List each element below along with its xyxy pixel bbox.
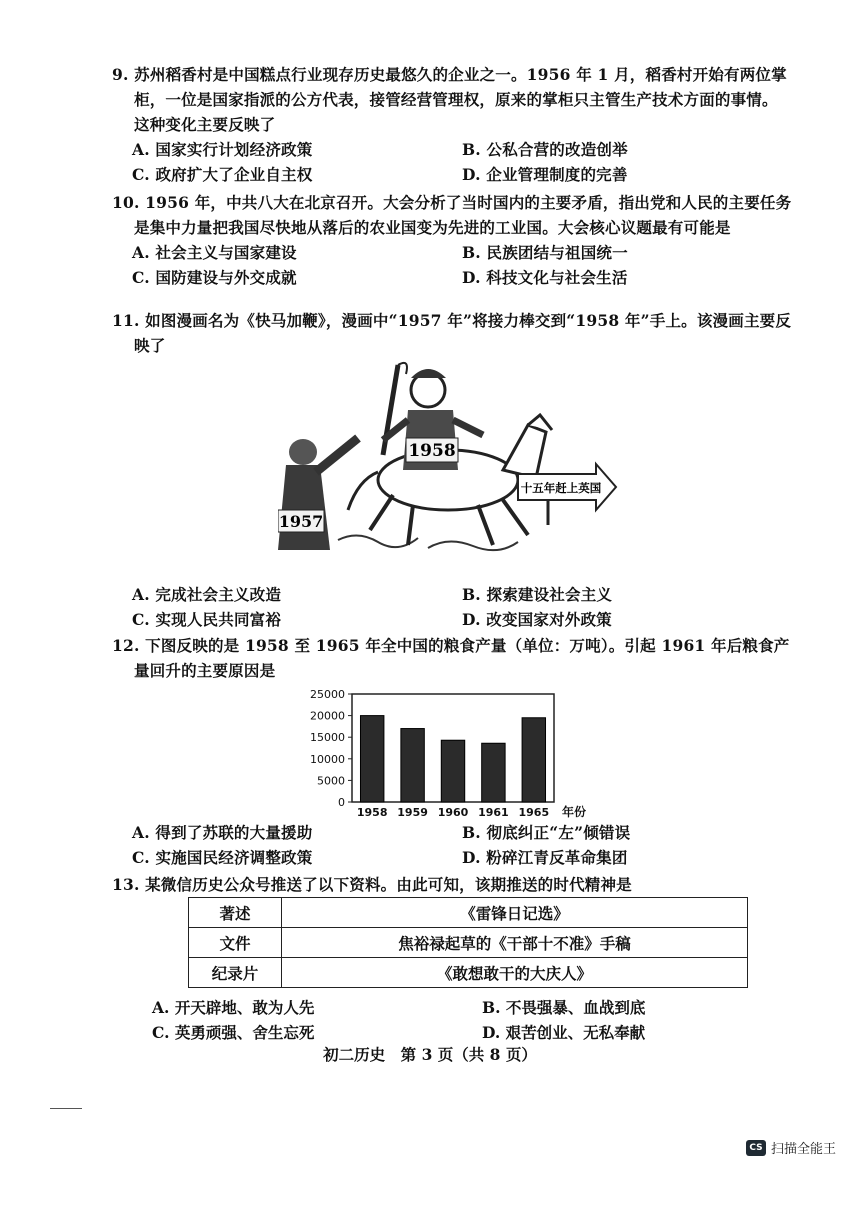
y-tick-label: 25000 — [310, 688, 345, 701]
question-10-stem: 10. 1956 年，中共八大在北京召开。大会分析了当时国内的主要矛盾，指出党和人民的主要任务是集中力量把我国尽快地从落后的农业国变为先进的工业国。大会核心议题最有可能是 — [112, 193, 792, 237]
material-content: 《敢想敢干的大庆人》 — [282, 958, 748, 988]
road-sign — [518, 464, 616, 525]
table-row — [189, 898, 748, 928]
option-a: A. 完成社会主义改造 — [132, 585, 282, 604]
cartoon-drawing — [278, 360, 618, 582]
option-b: B. 公私合营的改造创举 — [462, 140, 628, 159]
option-b: B. 探索建设社会主义 — [462, 585, 613, 604]
page-footer: 初二历史 第 3 页（共 8 页） — [323, 1045, 537, 1064]
question-9-options — [112, 137, 792, 187]
option-a: A. 开天辟地、敢为人先 — [152, 998, 315, 1017]
option-c: C. 实施国民经济调整政策 — [132, 848, 313, 867]
option-b: B. 民族团结与祖国统一 — [462, 243, 628, 262]
label-1958: 1958 — [408, 441, 456, 461]
option-a: A. 国家实行计划经济政策 — [132, 140, 313, 159]
option-c: C. 国防建设与外交成就 — [132, 268, 297, 287]
bar-1965 — [522, 718, 545, 802]
bar-1958 — [360, 716, 383, 802]
question-12-options — [112, 820, 792, 870]
bar-1959 — [401, 729, 424, 802]
option-c: C. 英勇顽强、舍生忘死 — [152, 1023, 315, 1042]
option-a: A. 得到了苏联的大量援助 — [132, 823, 313, 842]
y-tick-label: 0 — [338, 796, 345, 809]
grain-output-chart — [300, 684, 630, 820]
option-d: D. 粉碎江青反革命集团 — [462, 848, 628, 867]
grain-output-bar-chart — [300, 684, 630, 820]
option-d: D. 企业管理制度的完善 — [462, 165, 628, 184]
label-1957: 1957 — [278, 512, 324, 531]
option-b: B. 彻底纠正“左”倾错误 — [462, 823, 631, 842]
material-type: 文件 — [189, 928, 282, 958]
question-11-options — [112, 582, 792, 632]
option-d: D. 科技文化与社会生活 — [462, 268, 628, 287]
question-9 — [112, 62, 792, 187]
y-tick-label: 15000 — [310, 731, 345, 745]
question-12-options-block — [112, 820, 792, 870]
x-tick-label: 1959 — [397, 806, 428, 819]
option-a: A. 社会主义与国家建设 — [132, 243, 297, 262]
option-c: C. 实现人民共同富裕 — [132, 610, 282, 629]
x-tick-label: 1965 — [518, 806, 550, 819]
bar-1961 — [482, 743, 505, 802]
x-axis-label: 年份 — [562, 805, 587, 819]
material-type: 著述 — [189, 898, 282, 928]
scanner-watermark — [746, 1138, 836, 1157]
question-10 — [112, 190, 792, 290]
option-d: D. 改变国家对外政策 — [462, 610, 612, 629]
sign-text: 十五年赶上英国 — [520, 481, 602, 495]
table-row — [189, 928, 748, 958]
question-12-stem: 12. 下图反映的是 1958 至 1965 年全中国的粮食产量（单位：万吨）。引起 1961 年后粮食产量回升的主要原因是 — [112, 636, 790, 680]
question-13 — [112, 872, 792, 897]
option-b: B. 不畏强暴、血战到底 — [482, 998, 646, 1017]
option-c: C. 政府扩大了企业自主权 — [132, 165, 313, 184]
material-content: 焦裕禄起草的《干部十不准》手稿 — [282, 928, 748, 958]
question-9-stem: 9. 苏州稻香村是中国糕点行业现存历史最悠久的企业之一。1956 年 1 月，稻香村开始有两位掌柜，一位是国家指派的公方代表，接管经营管理权，原来的掌柜只主管生产技术方面的事情。这种变化主要反映了 — [112, 65, 787, 134]
material-type: 纪录片 — [189, 958, 282, 988]
question-13-stem: 13. 某微信历史公众号推送了以下资料。由此可知，该期推送的时代精神是 — [112, 875, 632, 894]
question-12 — [112, 633, 792, 683]
x-tick-label: 1958 — [356, 806, 388, 819]
table-row — [189, 958, 748, 988]
material-content: 《雷锋日记选》 — [282, 898, 748, 928]
scanner-name: 扫描全能王 — [770, 1142, 836, 1157]
materials-table — [188, 897, 748, 988]
y-tick-label: 10000 — [310, 752, 345, 766]
y-tick-label: 5000 — [317, 774, 345, 788]
question-11-stem: 11. 如图漫画名为《快马加鞭》，漫画中“1957 年”将接力棒交到“1958 年”手上。该漫画主要反映了 — [112, 311, 792, 355]
question-10-options — [112, 240, 792, 290]
divider — [50, 1108, 82, 1109]
y-tick-label: 20000 — [310, 709, 345, 723]
x-tick-label: 1960 — [437, 806, 469, 819]
option-d: D. 艰苦创业、无私奉献 — [482, 1023, 646, 1042]
question-11-options-block — [112, 582, 792, 632]
cartoon-kuaima-jiabian — [278, 360, 618, 582]
question-13-options — [132, 995, 792, 1045]
scanner-logo-icon: CS — [746, 1140, 766, 1156]
question-11 — [112, 308, 792, 358]
figure-1957 — [278, 438, 358, 550]
bar-1960 — [441, 740, 464, 802]
x-tick-label: 1961 — [478, 806, 509, 819]
